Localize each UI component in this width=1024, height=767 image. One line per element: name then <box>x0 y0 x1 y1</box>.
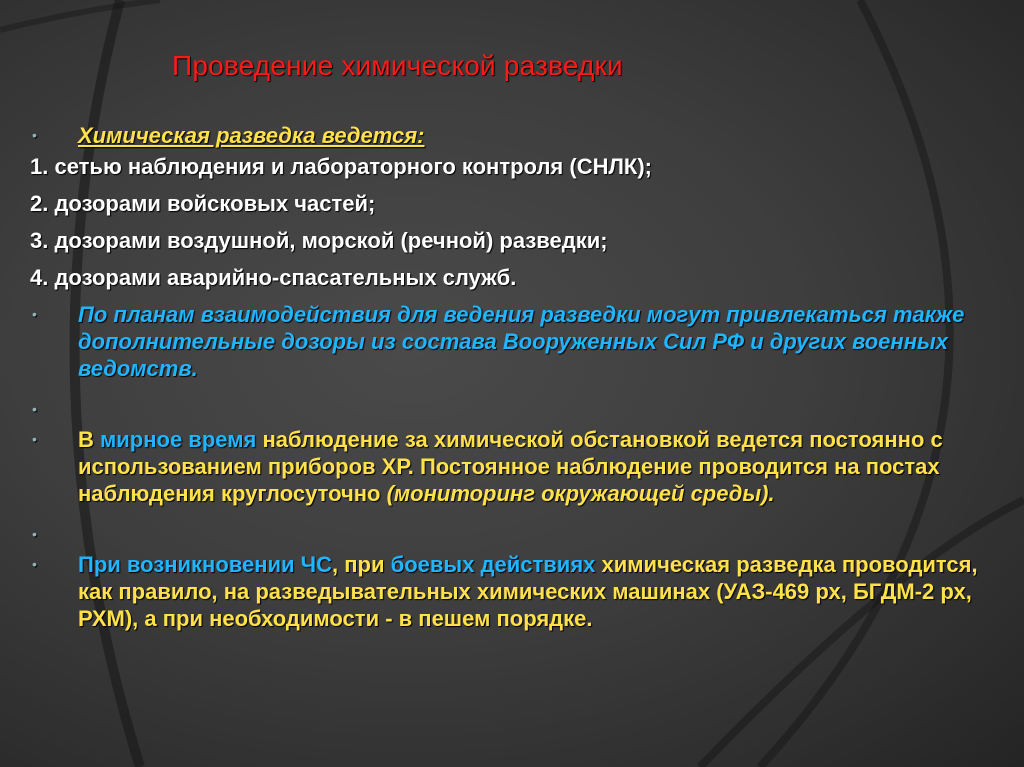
bullet-empty <box>30 396 1010 420</box>
slide-title: Проведение химической разведки <box>172 50 623 81</box>
intro-text: Химическая разведка ведется: <box>78 123 425 148</box>
numbered-item-4: 4. дозорами аварийно-спасательных служб. <box>30 265 517 290</box>
emergency-text-2: химическая разведка проводится, как правило, на разведывательных химических машинах (УАЗ-469 рх, БГДМ-2 рх, РХМ), а при необходимости - в пешем порядке. <box>78 552 978 631</box>
bullet-dot: • <box>32 556 37 572</box>
bullet-intro <box>30 122 1010 149</box>
peacetime-text-2: наблюдение за химической обстановкой ведется постоянно с использованием приборов ХР. Постоянное наблюдение проводится на постах наблюдения круглосуточно <box>78 427 943 506</box>
emergency-text-1: , при <box>332 552 391 577</box>
bullet-peacetime <box>30 426 1010 507</box>
peacetime-highlight: мирное время <box>100 427 257 452</box>
bullet-dot: • <box>32 401 37 417</box>
numbered-item-2: 2. дозорами войсковых частей; <box>30 191 376 216</box>
bullet-dot: • <box>32 526 37 542</box>
numbered-item-3: 3. дозорами воздушной, морской (речной) разведки; <box>30 228 608 253</box>
bullet-emergency <box>30 551 1010 632</box>
combat-highlight: боевых действиях <box>390 552 596 577</box>
slide-body <box>30 122 1010 632</box>
peacetime-text-1: В <box>78 427 100 452</box>
bullet-dot: • <box>32 127 37 143</box>
emergency-highlight: При возникновении ЧС <box>78 552 333 577</box>
bullet-cooperation <box>30 301 1010 382</box>
numbered-item-1: 1. сетью наблюдения и лабораторного контроля (СНЛК); <box>30 154 652 179</box>
peacetime-monitoring: (мониторинг окружающей среды). <box>386 481 775 506</box>
bullet-empty <box>30 521 1010 545</box>
cooperation-text: По планам взаимодействия для ведения разведки могут привлекаться также дополнительные дозоры из состава Вооруженных Сил РФ и других военных ведомств. <box>78 302 965 381</box>
bullet-dot: • <box>32 306 37 322</box>
bullet-dot: • <box>32 431 37 447</box>
